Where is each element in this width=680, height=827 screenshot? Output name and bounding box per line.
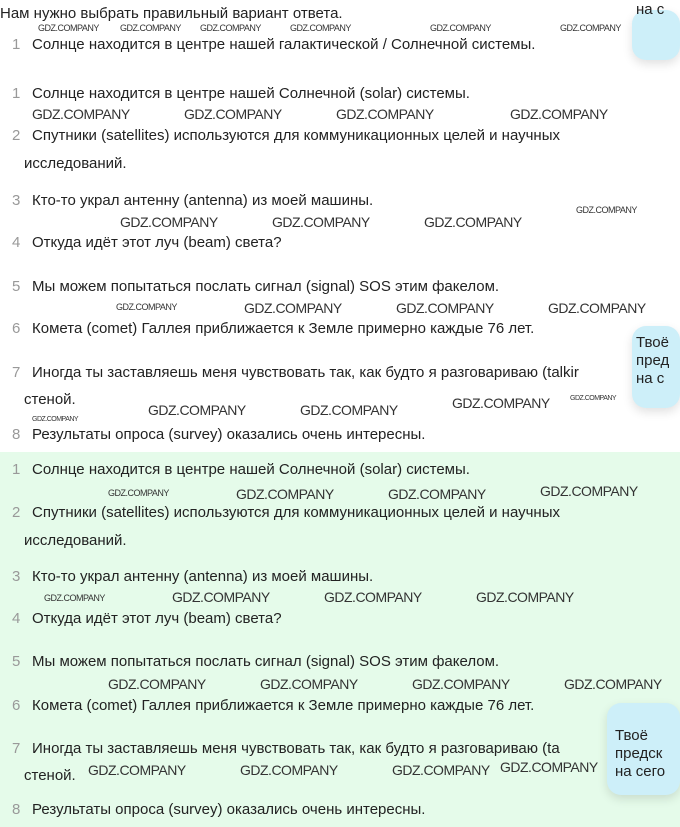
watermark: GDZ.COMPANY <box>324 589 422 605</box>
sentence-number: 3 <box>12 568 21 585</box>
watermark: GDZ.COMPANY <box>38 23 99 33</box>
watermark: GDZ.COMPANY <box>564 676 662 692</box>
bubble-line: пред <box>636 352 670 369</box>
sentence-continuation: исследований. <box>24 155 127 172</box>
sentence-number: 7 <box>12 364 21 381</box>
intro-text: Нам нужно выбрать правильный вариант ответа. <box>0 5 343 22</box>
sentence-number: 4 <box>12 234 21 251</box>
bubble-line: Твоё <box>636 334 669 351</box>
sentence-number: 5 <box>12 653 21 670</box>
bubble-text: на с <box>636 1 665 18</box>
sentence-number: 2 <box>12 127 21 144</box>
sentence: Спутники (satellites) используются для коммуникационных целей и научных <box>32 504 560 521</box>
sentence-number: 6 <box>12 320 21 337</box>
watermark: GDZ.COMPANY <box>108 676 206 692</box>
watermark: GDZ.COMPANY <box>32 416 79 423</box>
watermark: GDZ.COMPANY <box>236 486 334 502</box>
watermark: GDZ.COMPANY <box>116 302 177 312</box>
watermark: GDZ.COMPANY <box>272 214 370 230</box>
sentence-number: 8 <box>12 801 21 818</box>
watermark: GDZ.COMPANY <box>148 402 246 418</box>
bubble-line: на сего <box>615 763 666 780</box>
watermark: GDZ.COMPANY <box>388 486 486 502</box>
watermark: GDZ.COMPANY <box>240 762 338 778</box>
watermark: GDZ.COMPANY <box>412 676 510 692</box>
sentence: Солнце находится в центре нашей Солнечной (solar) системы. <box>32 461 470 478</box>
sentence-number: 5 <box>12 278 21 295</box>
sentence: Солнце находится в центре нашей Солнечной (solar) системы. <box>32 85 470 102</box>
watermark: GDZ.COMPANY <box>452 395 550 411</box>
sentence-continuation: стеной. <box>24 391 76 408</box>
watermark: GDZ.COMPANY <box>200 23 261 33</box>
watermark: GDZ.COMPANY <box>430 23 491 33</box>
watermark: GDZ.COMPANY <box>560 23 621 33</box>
tip-bubble <box>632 326 680 408</box>
watermark: GDZ.COMPANY <box>576 205 637 215</box>
sentence: Откуда идёт этот луч (beam) света? <box>32 234 282 251</box>
watermark: GDZ.COMPANY <box>32 106 130 122</box>
watermark: GDZ.COMPANY <box>260 676 358 692</box>
watermark: GDZ.COMPANY <box>570 395 617 402</box>
watermark: GDZ.COMPANY <box>184 106 282 122</box>
sentence: Результаты опроса (survey) оказались очень интересны. <box>32 426 426 443</box>
bubble-line: Твоё <box>615 727 648 744</box>
sentence: Комета (comet) Галлея приближается к Земле примерно каждые 76 лет. <box>32 320 535 337</box>
sentence-number: 3 <box>12 192 21 209</box>
watermark: GDZ.COMPANY <box>548 300 646 316</box>
bubble-line: предск <box>615 745 663 762</box>
sentence: Результаты опроса (survey) оказались очень интересны. <box>32 801 426 818</box>
sentence-number: 1 <box>12 85 21 102</box>
sentence: Кто-то украл антенну (antenna) из моей машины. <box>32 192 374 209</box>
watermark: GDZ.COMPANY <box>290 23 351 33</box>
watermark: GDZ.COMPANY <box>88 762 186 778</box>
sentence: Спутники (satellites) используются для коммуникационных целей и научных <box>32 127 560 144</box>
sentence: Иногда ты заставляешь меня чувствовать так, как будто я разговариваю (ta <box>32 740 560 757</box>
sentence: Мы можем попытаться послать сигнал (signal) SOS этим факелом. <box>32 653 500 670</box>
watermark: GDZ.COMPANY <box>510 106 608 122</box>
watermark: GDZ.COMPANY <box>540 483 638 499</box>
answer-number: 1 <box>12 36 21 53</box>
watermark: GDZ.COMPANY <box>392 762 490 778</box>
sentence: Откуда идёт этот луч (beam) света? <box>32 610 282 627</box>
watermark: GDZ.COMPANY <box>172 589 270 605</box>
sentence: Комета (comet) Галлея приближается к Земле примерно каждые 76 лет. <box>32 697 535 714</box>
watermark: GDZ.COMPANY <box>336 106 434 122</box>
answer-text: Солнце находится в центре нашей галактической / Солнечной системы. <box>32 36 536 53</box>
sentence: Иногда ты заставляешь меня чувствовать так, как будто я разговариваю (talkir <box>32 364 579 381</box>
tip-bubble-top <box>632 1 680 60</box>
sentence-number: 2 <box>12 504 21 521</box>
tip-bubble <box>607 703 680 795</box>
sentence-continuation: стеной. <box>24 767 76 784</box>
sentence-number: 1 <box>12 461 21 478</box>
sentence-continuation: исследований. <box>24 532 127 549</box>
watermark: GDZ.COMPANY <box>300 402 398 418</box>
watermark: GDZ.COMPANY <box>396 300 494 316</box>
watermark: GDZ.COMPANY <box>120 23 181 33</box>
watermark: GDZ.COMPANY <box>476 589 574 605</box>
sentence-number: 8 <box>12 426 21 443</box>
watermark: GDZ.COMPANY <box>44 593 105 603</box>
sentence: Мы можем попытаться послать сигнал (signal) SOS этим факелом. <box>32 278 500 295</box>
watermark: GDZ.COMPANY <box>108 488 169 498</box>
sentence: Кто-то украл антенну (antenna) из моей машины. <box>32 568 374 585</box>
watermark: GDZ.COMPANY <box>424 214 522 230</box>
bubble-line: на с <box>636 370 665 387</box>
sentence-number: 6 <box>12 697 21 714</box>
sentence-number: 4 <box>12 610 21 627</box>
sentence-number: 7 <box>12 740 21 757</box>
watermark: GDZ.COMPANY <box>120 214 218 230</box>
watermark: GDZ.COMPANY <box>244 300 342 316</box>
watermark: GDZ.COMPANY <box>500 759 598 775</box>
